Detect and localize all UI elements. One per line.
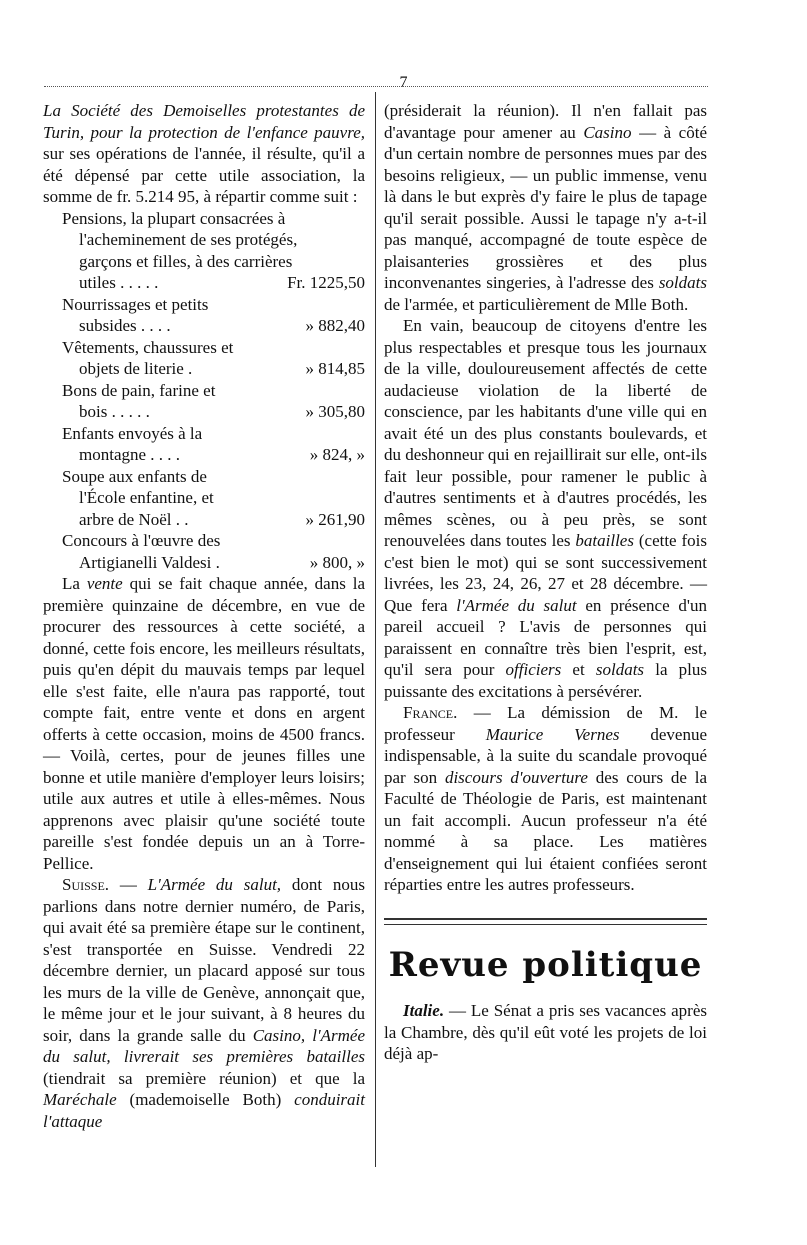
expense-label: montagne . . . .: [79, 445, 181, 464]
expense-row: [62, 509, 365, 531]
society-name: La Société des Demoiselles protestantes de Turin, pour la protection de l'enfance pauvre,: [43, 101, 365, 142]
italic-span: discours d'ouverture: [444, 767, 588, 787]
country-label-france: France.: [403, 703, 458, 722]
left-column: [43, 100, 365, 1132]
expense-value: » 305,80: [305, 402, 365, 421]
expense-label: Artigianelli Valdesi .: [79, 552, 220, 572]
text-span: la plus puissante des excitations à persévérer.: [384, 660, 708, 701]
expense-label: utiles . . . . .: [79, 273, 159, 292]
expense-row: [62, 272, 365, 294]
intro-text: sur ses opérations de l'année, il résulte, qu'il a été dépensé par cette utile association, la somme de fr. 5.214 95, à répartir comme suit :: [43, 144, 365, 206]
header-rule: [44, 86, 708, 87]
expense-label: Enfants envoyés à la: [62, 423, 203, 443]
expense-row: [62, 380, 365, 402]
expense-label: Bons de pain, farine et: [62, 380, 216, 400]
text-span: La: [62, 574, 87, 593]
expense-row: [62, 294, 365, 316]
expense-row: [62, 229, 365, 251]
expense-row: [62, 552, 365, 574]
expense-row: [62, 208, 365, 230]
expense-label: Nourrissages et petits: [62, 294, 209, 314]
expense-row: [62, 466, 365, 488]
text-span: (mademoiselle Both): [116, 1090, 295, 1109]
italic-span: soldats: [658, 273, 707, 292]
section-title: Revue politique: [388, 944, 703, 985]
text-span: et: [561, 660, 596, 679]
right-column: [384, 100, 707, 1065]
paragraph-societe: [43, 100, 365, 208]
italic-span: l'Armée du salut: [456, 595, 577, 615]
expense-value: Fr. 1225,50: [287, 273, 365, 292]
page-number: 7: [399, 74, 408, 91]
text-span: En vain, beaucoup de citoyens d'entre les plus respectables et presque tous les journaux de la ville, douloureusement affectés de cette audacieuse violation de la liberté de conscience, par les habitants d'une ville qui en avait été un des plus constants boulevards, et du deshonneur qui en rejaillirait sur elle, ont-ils fait leur possible, pour ramener le public à d'autres sentiments et à d'autres procédés, les mêmes scènes, ou à peu près, se sont renouvelées dans toutes les: [384, 316, 707, 550]
expense-label: Soupe aux enfants de: [62, 466, 207, 486]
expense-row: [62, 530, 365, 552]
expense-value: » 261,90: [305, 509, 365, 529]
expense-row: [62, 315, 365, 337]
italic-span: batailles: [575, 531, 634, 550]
expense-row: [62, 251, 365, 273]
italic-span: Maurice Vernes: [485, 724, 620, 744]
expense-label: subsides . . . .: [79, 316, 171, 335]
expense-value: » 814,85: [305, 359, 365, 378]
text-span: devenue indispensable, à la suite du scandale provoqué par son: [384, 724, 707, 787]
expense-label: l'acheminement de ses protégés,: [79, 230, 298, 249]
text-span: des cours de la Faculté de Théologie de Paris, est maintenant un fait accompli. Aucun professeur n'a été nommé à sa place. Les matières d'enseignement qui lui étaient confiées seront réparties entre les autres professeurs.: [384, 767, 707, 894]
text-span: — Le Sénat a pris ses vacances après la Chambre, dès qu'il eût voté les projets de loi déjà ap-: [384, 1001, 707, 1063]
column-divider: [375, 92, 376, 1167]
country-label-italie: Italie.: [403, 1001, 445, 1020]
expense-label: Vêtements, chaussures et: [62, 337, 234, 357]
expense-row: [62, 358, 365, 380]
italic-span: L'Armée du salut,: [147, 875, 282, 894]
expense-label: l'École enfantine, et: [79, 488, 214, 507]
expense-row: [62, 423, 365, 445]
paragraph-italie: [384, 1000, 707, 1065]
text-span: —: [109, 875, 148, 894]
expense-row: [62, 444, 365, 466]
expense-value: » 824, »: [309, 445, 365, 464]
italic-span: conduirait l'attaque: [43, 1090, 365, 1131]
italic-span: soldats: [595, 660, 645, 679]
paragraph-casino: [384, 100, 707, 315]
text-span: — à côté d'un certain nombre de personnes mues par des besoins religieux, — un public immense, venu là dans le but exprès d'y faire le plus de tapage qu'il serait possible. Aussi le tapage n'y a-t-il pas manqué, accompagné de toute espèce de plaisanteries grossières et des plus inconvenantes singeries, à l'adresse des: [384, 122, 707, 292]
paragraph-en-vain: [384, 315, 707, 702]
italic-span: Casino, l'Armée du salut, livrerait ses premières batailles: [43, 1025, 366, 1066]
expense-row: [62, 401, 365, 423]
expense-row: [62, 337, 365, 359]
expenses-table: [62, 208, 365, 574]
expense-label: garçons et filles, à des carrières: [79, 251, 293, 271]
expense-label: objets de literie .: [79, 359, 193, 378]
text-span: dont nous parlions dans notre dernier numéro, de Paris, qui avait été sa première étape sur le continent, s'est transportée en Suisse. Vendredi 22 décembre dernier, un placard apposé sur tous les murs de la ville de Genève, annonçait que, le même jour et le jour suivant, à 8 heures du soir, dans la grande salle du: [43, 875, 365, 1045]
italic-span: officiers: [505, 660, 562, 679]
italic-span: Maréchale: [43, 1090, 117, 1109]
expense-label: Concours à l'œuvre des: [62, 531, 221, 550]
text-span: en présence d'un pareil accueil ? L'avis de personnes qui paraissent en connaître très bien l'esprit, est, qu'il sera pour: [384, 595, 707, 679]
section-divider: [384, 918, 707, 925]
text-span: (cette fois c'est bien le mot) qui se sont successivement livrées, les 23, 24, 26, 27 et 28 décembre. — Que fera: [384, 531, 707, 615]
expense-value: » 882,40: [305, 316, 365, 335]
italic-span: Casino: [583, 122, 632, 142]
paragraph-vente: [43, 573, 365, 874]
expense-label: Pensions, la plupart consacrées à: [62, 208, 286, 228]
text-span: (tiendrait sa première réunion) et que la: [43, 1068, 365, 1088]
paragraph-suisse: [43, 874, 365, 1132]
text-span: (présiderait la réunion). Il n'en fallait pas d'avantage pour amener au: [384, 101, 707, 142]
expense-value: » 800, »: [309, 552, 365, 572]
text-span: de l'armée, et particulièrement de Mlle Both.: [384, 294, 689, 314]
paragraph-france: [384, 702, 707, 896]
text-span: — La démission de M. le professeur: [384, 703, 707, 744]
expense-label: arbre de Noël . .: [79, 509, 189, 529]
expense-row: [62, 487, 365, 509]
country-label-suisse: Suisse.: [62, 875, 110, 894]
expense-label: bois . . . . .: [79, 402, 150, 421]
italic-span: vente: [86, 574, 123, 593]
text-span: qui se fait chaque année, dans la première quinzaine de décembre, en vue de procurer des ressources à cette société, a donné, cette fois encore, les meilleurs résultats, puis qu'en dépit du mauvais temps par lequel elle s'est faite, elle n'aura pas rapporté, tout compte fait, entre vente et dons en argent offerts à cette occasion, moins de 4500 francs. — Voilà, certes, pour de jeunes filles une bonne et utile manière d'employer leurs loisirs; utile aux autres et utile à elles-mêmes. Nous apprenons avec plaisir qu'une société toute pareille s'est fondée depuis un an à Torre-Pellice.: [43, 574, 365, 873]
